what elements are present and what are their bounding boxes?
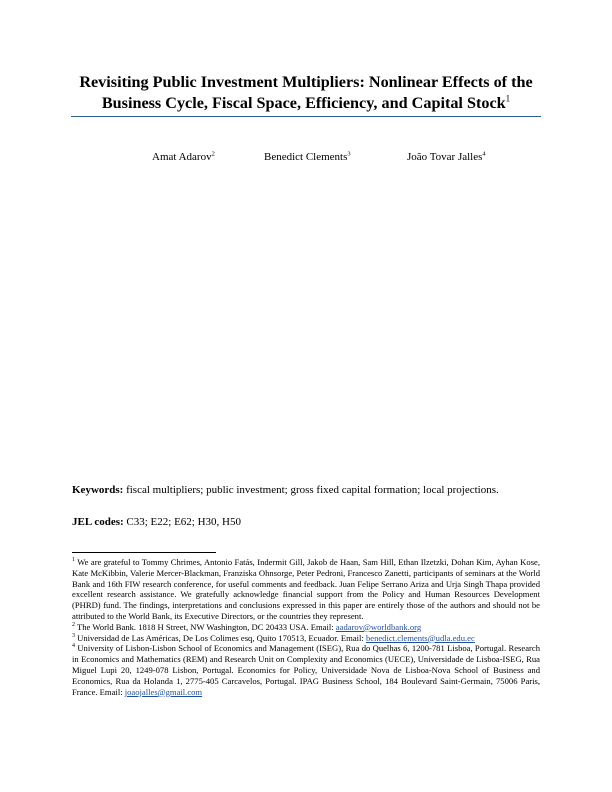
jel-label: JEL codes: bbox=[72, 516, 124, 528]
email-link[interactable]: joaojalles@gmail.com bbox=[124, 686, 203, 697]
author-footnote-mark: 3 bbox=[347, 150, 351, 158]
author-1 bbox=[152, 151, 215, 164]
author-name: João Tovar Jalles bbox=[407, 151, 483, 163]
footnote-text: Universidad de Las Américas, De Los Colimes esq, Quito 170513, Ecuador. Email: bbox=[77, 632, 366, 643]
footnote-2 bbox=[72, 622, 540, 633]
footnote-mark: 4 bbox=[72, 643, 75, 650]
title-footnote-mark: 1 bbox=[505, 93, 511, 104]
title-divider bbox=[71, 116, 541, 117]
keywords-text: fiscal multipliers; public investment; gross fixed capital formation; local projections. bbox=[126, 484, 499, 496]
footnote-4 bbox=[72, 643, 540, 697]
keywords-line bbox=[72, 484, 499, 497]
author-name: Benedict Clements bbox=[264, 151, 348, 163]
author-footnote-mark: 4 bbox=[482, 150, 486, 158]
author-footnote-mark: 2 bbox=[211, 150, 215, 158]
paper-title bbox=[60, 72, 552, 114]
author-2 bbox=[264, 151, 351, 164]
jel-codes-line bbox=[72, 516, 241, 529]
author-name: Amat Adarov bbox=[152, 151, 212, 163]
footnote-mark: 3 bbox=[72, 632, 75, 639]
footnote-text: University of Lisbon-Lisbon School of Economics and Management (ISEG), Rua do Quelhas 6, 1200-781 Lisboa, Portugal. Research in Economics and Mathematics (REM) and Research Unit on Complexity and Economics (UECE), Universidade de Lisboa-ISEG, Rua Miguel Lupi 20, 1249-078 Lisbon, Portugal. Economics for Policy, Universidade Nova de Lisboa-Nova School of Business and Economics, Rua da Holanda 1, 2775-405 Carcavelos, Portugal. IPAG Business School, 184 Boulevard Saint-Germain, 75006 Paris, France. Email: bbox=[72, 643, 540, 697]
footnote-text: The World Bank. 1818 H Street, NW Washington, DC 20433 USA. Email: bbox=[77, 621, 336, 632]
footnote-3 bbox=[72, 633, 540, 644]
title-line-2: Business Cycle, Fiscal Space, Efficiency, and Capital Stock bbox=[101, 94, 506, 112]
footnote-mark: 2 bbox=[72, 621, 75, 628]
email-link[interactable]: benedict.clements@udla.edu.ec bbox=[365, 632, 475, 643]
footnote-divider bbox=[72, 552, 216, 553]
footnotes bbox=[72, 557, 540, 697]
footnote-text: We are grateful to Tommy Chrimes, Antonio Fatás, Indermit Gill, Jakob de Haan, Sam Hill, Ethan Ilzetzki, Dohan Kim, Ayhan Kose, Kate McKibbin, Valerie Mercer-Blackman, Franziska Ohnsorge, Peter Pedroni, Francesco Zanetti, participants of seminars at the World Bank and 16th FIW research conference, for useful comments and feedback. Juan Felipe Serrano Ariza and Urja Singh Thapa provided excellent research assistance. We gratefully acknowledge financial support from the Policy and Human Resources Development (PHRD) fund. The findings, interpretations and conclusions expressed in this paper are entirely those of the authors and should not be attributed to the World Bank, its Executive Directors, or the countries they represent. bbox=[72, 557, 540, 621]
jel-text: C33; E22; E62; H30, H50 bbox=[126, 516, 241, 528]
keywords-label: Keywords: bbox=[72, 484, 124, 496]
footnote-1 bbox=[72, 557, 540, 622]
footnote-mark: 1 bbox=[72, 557, 75, 564]
title-line-1: Revisiting Public Investment Multipliers: Nonlinear Effects of the bbox=[79, 73, 533, 91]
author-3 bbox=[407, 151, 486, 164]
email-link[interactable]: aadarov@worldbank.org bbox=[335, 621, 422, 632]
